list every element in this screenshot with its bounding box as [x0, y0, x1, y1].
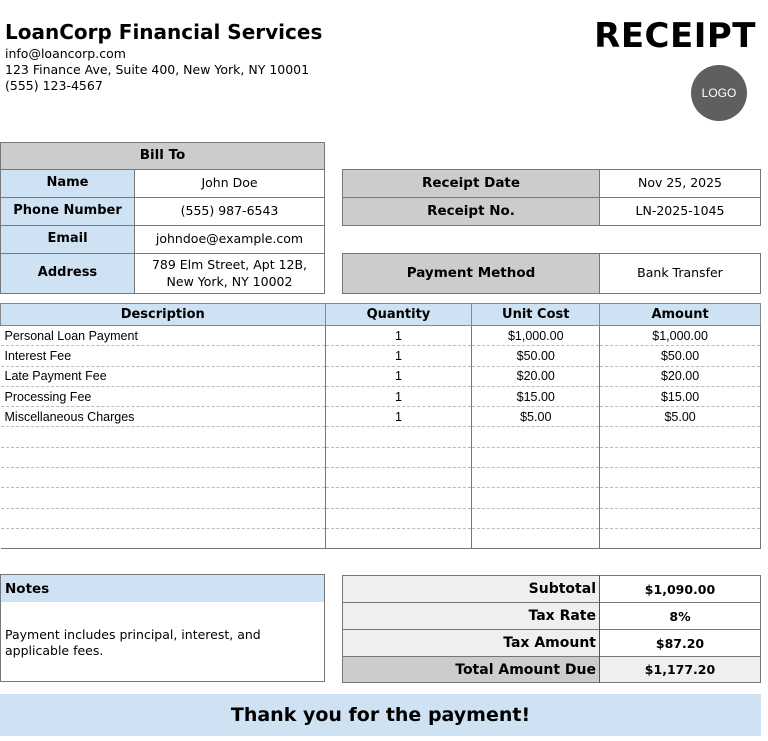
table-row: [1, 508, 761, 528]
table-row: [1, 326, 761, 346]
subtotal-label: Subtotal: [343, 576, 599, 602]
bill-to-phone-label: Phone Number: [1, 198, 134, 225]
company-name: LoanCorp Financial Services: [5, 20, 323, 44]
item-amount: $50.00: [600, 346, 761, 366]
thank-you-banner: Thank you for the payment!: [0, 694, 761, 736]
item-unit-cost: [472, 508, 600, 528]
divider: [0, 197, 325, 198]
item-unit-cost: $20.00: [472, 366, 600, 386]
item-quantity: 1: [325, 326, 472, 346]
receipt-number-label: Receipt No.: [343, 198, 599, 225]
company-address: 123 Finance Ave, Suite 400, New York, NY 10001: [5, 62, 310, 77]
item-amount: $5.00: [600, 407, 761, 427]
item-amount: $1,000.00: [600, 326, 761, 346]
receipt-date-label: Receipt Date: [343, 170, 599, 197]
table-row: [1, 528, 761, 548]
divider: [342, 656, 761, 657]
table-row: [1, 346, 761, 366]
item-unit-cost: $50.00: [472, 346, 600, 366]
item-quantity: [325, 508, 472, 528]
receipt-title: RECEIPT: [594, 16, 756, 56]
tax-rate-label: Tax Rate: [343, 603, 599, 629]
bill-to-heading: Bill To: [0, 142, 325, 169]
bill-to-address: [135, 254, 324, 293]
item-amount: [600, 508, 761, 528]
bill-to-address-label: Address: [1, 254, 134, 293]
item-description: Late Payment Fee: [1, 366, 326, 386]
item-quantity: [325, 427, 472, 447]
item-description: Miscellaneous Charges: [1, 407, 326, 427]
divider: [342, 629, 761, 630]
item-quantity: 1: [325, 366, 472, 386]
item-unit-cost: $15.00: [472, 386, 600, 406]
column-header-unit-cost: Unit Cost: [472, 304, 600, 326]
company-phone: (555) 123-4567: [5, 78, 103, 93]
item-amount: $20.00: [600, 366, 761, 386]
item-quantity: 1: [325, 407, 472, 427]
table-row: [1, 386, 761, 406]
column-header-description: Description: [1, 304, 326, 326]
item-unit-cost: [472, 468, 600, 488]
item-quantity: 1: [325, 346, 472, 366]
table-row: [1, 407, 761, 427]
notes-heading: Notes: [1, 575, 324, 602]
item-quantity: 1: [325, 386, 472, 406]
table-row: [1, 366, 761, 386]
item-unit-cost: $1,000.00: [472, 326, 600, 346]
item-unit-cost: [472, 447, 600, 467]
bill-to-name: John Doe: [201, 175, 258, 191]
payment-method: Bank Transfer: [637, 265, 723, 281]
divider: [599, 169, 600, 226]
divider: [599, 253, 600, 294]
bill-to-address-line1: 789 Elm Street, Apt 12B,: [151, 257, 308, 273]
item-unit-cost: [472, 488, 600, 508]
item-amount: [600, 488, 761, 508]
receipt-number: LN-2025-1045: [635, 203, 725, 219]
divider: [599, 575, 600, 683]
item-description: [1, 488, 326, 508]
tax-amount-label: Tax Amount: [343, 630, 599, 656]
item-description: [1, 508, 326, 528]
company-email: info@loancorp.com: [5, 46, 126, 61]
item-quantity: [325, 528, 472, 548]
item-description: Processing Fee: [1, 386, 326, 406]
item-description: [1, 447, 326, 467]
bill-to-address-line2: New York, NY 10002: [166, 273, 293, 289]
notes-text-line1: Payment includes principal, interest, and: [5, 627, 261, 642]
item-amount: [600, 528, 761, 548]
tax-rate-value: 8%: [669, 608, 691, 624]
item-quantity: [325, 468, 472, 488]
notes-text-line2: applicable fees.: [5, 643, 104, 658]
divider: [0, 169, 325, 170]
table-row: [1, 427, 761, 447]
item-amount: $15.00: [600, 386, 761, 406]
divider: [342, 197, 761, 198]
company-logo: LOGO: [691, 65, 747, 121]
item-unit-cost: [472, 427, 600, 447]
item-description: [1, 528, 326, 548]
item-amount: [600, 427, 761, 447]
bill-to-email: johndoe@example.com: [155, 231, 304, 247]
payment-method-label: Payment Method: [343, 254, 599, 293]
item-quantity: [325, 447, 472, 467]
table-row: [1, 447, 761, 467]
item-description: [1, 468, 326, 488]
bill-to-name-label: Name: [1, 170, 134, 197]
bill-to-email-label: Email: [1, 226, 134, 253]
item-unit-cost: $5.00: [472, 407, 600, 427]
items-table: [0, 303, 761, 549]
table-row: [1, 488, 761, 508]
total-due-value: $1,177.20: [600, 657, 760, 682]
item-amount: [600, 447, 761, 467]
table-row: [1, 468, 761, 488]
item-description: [1, 427, 326, 447]
item-quantity: [325, 488, 472, 508]
items-header-row: [1, 304, 761, 326]
total-due-label: Total Amount Due: [343, 657, 599, 682]
item-amount: [600, 468, 761, 488]
divider: [134, 169, 135, 294]
divider: [342, 602, 761, 603]
divider: [0, 225, 325, 226]
notes-text: [5, 627, 261, 659]
subtotal-value: $1,090.00: [644, 581, 716, 597]
bill-to-phone: (555) 987-6543: [180, 203, 279, 219]
column-header-quantity: Quantity: [325, 304, 472, 326]
item-unit-cost: [472, 528, 600, 548]
column-header-amount: Amount: [600, 304, 761, 326]
receipt-date: Nov 25, 2025: [637, 175, 723, 191]
divider: [0, 253, 325, 254]
item-description: Personal Loan Payment: [1, 326, 326, 346]
tax-amount-value: $87.20: [655, 635, 705, 651]
item-description: Interest Fee: [1, 346, 326, 366]
